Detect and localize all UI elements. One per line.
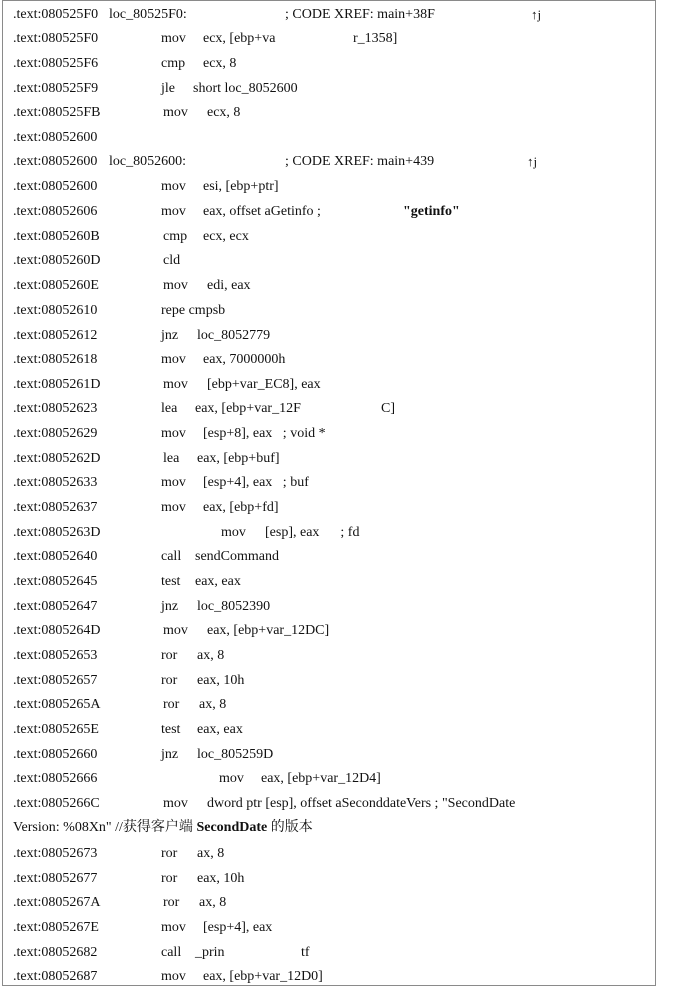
- mnemonic: mov: [161, 920, 186, 935]
- address: .text:08052682: [13, 945, 98, 960]
- mnemonic: test: [161, 722, 181, 737]
- mnemonic: lea: [163, 451, 180, 466]
- continuation-tail: 的版本: [267, 820, 313, 835]
- address: .text:08052653: [13, 648, 98, 663]
- address: .text:0805265E: [13, 722, 99, 737]
- operands: eax, 10h: [197, 871, 245, 886]
- xref-comment: ; CODE XREF: main+38F: [285, 7, 435, 22]
- address: .text:08052618: [13, 352, 98, 367]
- address: .text:08052657: [13, 673, 98, 688]
- operands: ax, 8: [197, 648, 225, 663]
- operands: loc_8052779: [197, 328, 271, 343]
- mnemonic: ror: [163, 697, 180, 712]
- mnemonic: jnz: [161, 747, 179, 762]
- operands: eax, [ebp+buf]: [197, 451, 280, 466]
- continuation-text: Version: %08Xn" //获得客户端: [13, 820, 197, 835]
- mnemonic: lea: [161, 401, 178, 416]
- operands: short loc_8052600: [193, 81, 298, 96]
- mnemonic: mov: [161, 204, 186, 219]
- mnemonic: ror: [163, 895, 180, 910]
- address: .text:08052629: [13, 426, 98, 441]
- operands: sendCommand: [195, 549, 279, 564]
- code-label: loc_80525F0:: [109, 7, 187, 22]
- operands: loc_8052390: [197, 599, 271, 614]
- address: .text:080525F0: [13, 31, 99, 46]
- address: .text:08052600: [13, 130, 98, 145]
- operands: ecx, 8: [207, 105, 241, 120]
- operands: ecx, ecx: [203, 229, 249, 244]
- listing-frame: [2, 0, 656, 986]
- operands: [esp+8], eax ; void *: [203, 426, 326, 441]
- operands: eax, [ebp+fd]: [203, 500, 279, 515]
- operands: dword ptr [esp], offset aSeconddateVers ; "SecondDate: [207, 796, 516, 811]
- address: .text:0805265A: [13, 697, 101, 712]
- address: .text:080525F0: [13, 7, 99, 22]
- address: .text:08052633: [13, 475, 98, 490]
- address: .text:08052612: [13, 328, 98, 343]
- xref-comment: ; CODE XREF: main+439: [285, 154, 435, 169]
- operands: ecx, 8: [203, 56, 237, 71]
- operands: [esp+4], eax ; buf: [203, 475, 309, 490]
- address: .text:08052687: [13, 969, 98, 984]
- address: .text:08052600: [13, 179, 98, 194]
- mnemonic: mov: [163, 377, 188, 392]
- operands: ax, 8: [197, 846, 225, 861]
- operands: eax, [ebp+var_12D4]: [261, 771, 381, 786]
- operands: [esp], eax ; fd: [265, 525, 360, 540]
- address: .text:0805263D: [13, 525, 101, 540]
- address: .text:0805262D: [13, 451, 101, 466]
- operands: eax, eax: [195, 574, 241, 589]
- address: .text:08052673: [13, 846, 98, 861]
- mnemonic: mov: [219, 771, 244, 786]
- operands: [esp+4], eax: [203, 920, 273, 935]
- mnemonic: mov: [161, 500, 186, 515]
- address: .text:08052677: [13, 871, 98, 886]
- mnemonic: cmp: [161, 56, 186, 71]
- listing-line-continuation: [13, 818, 313, 838]
- operands: loc_805259D: [197, 747, 274, 762]
- bold-term: SecondDate: [196, 820, 268, 835]
- address: .text:08052647: [13, 599, 98, 614]
- mnemonic: cmp: [163, 229, 188, 244]
- operands-tail: C]: [381, 401, 395, 416]
- operands: eax, [ebp+var_12F: [195, 401, 301, 416]
- mnemonic: mov: [161, 31, 186, 46]
- mnemonic: mov: [221, 525, 246, 540]
- mnemonic: jnz: [161, 328, 179, 343]
- address: .text:08052610: [13, 303, 98, 318]
- operands: eax, [ebp+var_12DC]: [207, 623, 330, 638]
- address: .text:08052623: [13, 401, 98, 416]
- operands: esi, [ebp+ptr]: [203, 179, 279, 194]
- address: .text:0805260D: [13, 253, 101, 268]
- operands: ecx, [ebp+va: [203, 31, 276, 46]
- mnemonic: ror: [161, 846, 178, 861]
- mnemonic: ror: [161, 871, 178, 886]
- mnemonic: call: [161, 945, 182, 960]
- string-literal: "getinfo": [403, 204, 460, 219]
- operands: eax, 7000000h: [203, 352, 286, 367]
- address: .text:080525F9: [13, 81, 99, 96]
- operands-tail: r_1358]: [353, 31, 398, 46]
- mnemonic: mov: [161, 179, 186, 194]
- address: .text:08052660: [13, 747, 98, 762]
- mnemonic: cld: [163, 253, 181, 268]
- mnemonic: mov: [163, 105, 188, 120]
- operands: eax, [ebp+var_12D0]: [203, 969, 323, 984]
- mnemonic: repe cmpsb: [161, 303, 226, 318]
- address: .text:080525F6: [13, 56, 99, 71]
- address: .text:08052666: [13, 771, 98, 786]
- mnemonic: ror: [161, 648, 178, 663]
- address: .text:08052640: [13, 549, 98, 564]
- operands: eax, offset aGetinfo ;: [203, 204, 321, 219]
- address: .text:0805260E: [13, 278, 99, 293]
- xref-arrow-icon: ↑j: [531, 7, 542, 22]
- mnemonic: test: [161, 574, 181, 589]
- operands: edi, eax: [207, 278, 251, 293]
- operands: eax, eax: [197, 722, 243, 737]
- xref-arrow-icon: ↑j: [527, 154, 538, 169]
- mnemonic: mov: [163, 796, 188, 811]
- address: .text:0805266C: [13, 796, 100, 811]
- address: .text:08052637: [13, 500, 98, 515]
- mnemonic: mov: [161, 352, 186, 367]
- address: .text:08052600: [13, 154, 98, 169]
- mnemonic: mov: [161, 475, 186, 490]
- operands: ax, 8: [199, 895, 227, 910]
- mnemonic: mov: [161, 969, 186, 984]
- address: .text:0805261D: [13, 377, 101, 392]
- code-label: loc_8052600:: [109, 154, 186, 169]
- address: .text:0805267E: [13, 920, 99, 935]
- mnemonic: jle: [161, 81, 175, 96]
- address: .text:0805267A: [13, 895, 101, 910]
- mnemonic: mov: [163, 623, 188, 638]
- operands: ax, 8: [199, 697, 227, 712]
- address: .text:080525FB: [13, 105, 101, 120]
- operands: _prin: [195, 945, 225, 960]
- address: .text:08052606: [13, 204, 98, 219]
- operands: eax, 10h: [197, 673, 245, 688]
- operands: [ebp+var_EC8], eax: [207, 377, 321, 392]
- mnemonic: mov: [163, 278, 188, 293]
- address: .text:08052645: [13, 574, 98, 589]
- address: .text:0805260B: [13, 229, 100, 244]
- mnemonic: mov: [161, 426, 186, 441]
- address: .text:0805264D: [13, 623, 101, 638]
- mnemonic: ror: [161, 673, 178, 688]
- operands-tail: tf: [301, 945, 310, 960]
- mnemonic: jnz: [161, 599, 179, 614]
- mnemonic: call: [161, 549, 182, 564]
